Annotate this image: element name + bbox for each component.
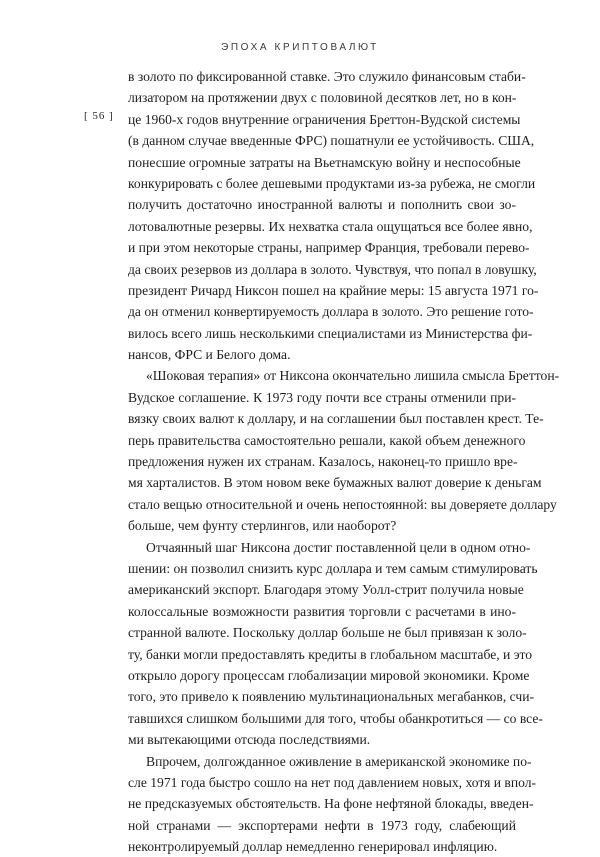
text-line: Впрочем, долгожданное оживление в американской экономике по- <box>128 751 516 772</box>
text-line: ной странами — экспортерами нефти в 1973 году, слабеющий <box>128 815 516 836</box>
text-line: да он отменил конвертируемость доллара в золото. Это решение гото- <box>128 301 516 322</box>
text-line: неконтролируемый доллар немедленно генерировал инфляцию. <box>128 836 516 857</box>
running-head: ЭПОХА КРИПТОВАЛЮТ <box>0 42 600 53</box>
text-line: получить достаточно иностранной валюты и пополнить свои зо- <box>128 194 516 215</box>
text-line: мя харталистов. В этом новом веке бумажных валют доверие к деньгам <box>128 472 516 493</box>
text-line: Вудское соглашение. К 1973 году почти все страны отменили при- <box>128 387 516 408</box>
text-line: шении: он позволил снизить курс доллара и тем самым стимулировать <box>128 558 516 579</box>
text-line: перь правительства самостоятельно решали, какой объем денежного <box>128 430 516 451</box>
text-line: президент Ричард Никсон пошел на крайние меры: 15 августа 1971 го- <box>128 280 516 301</box>
text-line: це 1960-х годов внутренние ограничения Бреттон-Вудской системы <box>128 109 516 130</box>
text-line: (в данном случае введенные ФРС) пошатнули ее устойчивость. США, <box>128 130 516 151</box>
text-line: «Шоковая терапия» от Никсона окончательно лишила смысла Бреттон- <box>128 365 516 386</box>
text-line: и при этом некоторые страны, например Франция, требовали перево- <box>128 237 516 258</box>
text-line: Отчаянный шаг Никсона достиг поставленной цели в одном отно- <box>128 537 516 558</box>
text-line: понесшие огромные затраты на Вьетнамскую войну и неспособные <box>128 152 516 173</box>
text-line: странной валюте. Поскольку доллар больше не был привязан к золо- <box>128 622 516 643</box>
text-line: лотовалютные резервы. Их нехватка стала ощущаться все более явно, <box>128 216 516 237</box>
text-line: стало вещью относительной и очень непостоянной: вы доверяете доллару <box>128 494 516 515</box>
text-line: вилось всего лишь несколькими специалистами из Министерства фи- <box>128 323 516 344</box>
text-line: сле 1971 года быстро сошло на нет под давлением новых, хотя и впол- <box>128 772 516 793</box>
text-line: тавшихся слишком большими для того, чтобы обанкротиться — со все- <box>128 708 516 729</box>
page-number: [ 56 ] <box>84 110 114 122</box>
text-line: нансов, ФРС и Белого дома. <box>128 344 516 365</box>
text-line: вязку своих валют к доллару, и на соглашении был поставлен крест. Те- <box>128 408 516 429</box>
text-line: конкурировать с более дешевыми продуктами из-за рубежа, не смогли <box>128 173 516 194</box>
text-line: американский экспорт. Благодаря этому Уолл-стрит получила новые <box>128 579 516 600</box>
text-line: ту, банки могли предоставлять кредиты в глобальном масштабе, и это <box>128 644 516 665</box>
text-line: ми вытекающими отсюда последствиями. <box>128 729 516 750</box>
text-line: открыло дорогу процессам глобализации мировой экономики. Кроме <box>128 665 516 686</box>
text-line: колоссальные возможности развития торговли с расчетами в ино- <box>128 601 516 622</box>
text-line: в золото по фиксированной ставке. Это служило финансовым стаби- <box>128 66 516 87</box>
text-line: предложения нужен их странам. Казалось, наконец-то пришло вре- <box>128 451 516 472</box>
paragraph <box>128 66 516 365</box>
text-line: больше, чем фунту стерлингов, или наоборот? <box>128 515 516 536</box>
paragraph <box>128 537 516 751</box>
text-line: да своих резервов из доллара в золото. Чувствуя, что попал в ловушку, <box>128 259 516 280</box>
text-line: лизатором на протяжении двух с половиной десятков лет, но в кон- <box>128 87 516 108</box>
paragraph <box>128 365 516 536</box>
text-line: того, это привело к появлению мультинациональных мегабанков, счи- <box>128 686 516 707</box>
body-text <box>128 66 516 857</box>
text-line: не предсказуемых обстоятельств. На фоне нефтяной блокады, введен- <box>128 793 516 814</box>
paragraph <box>128 751 516 857</box>
